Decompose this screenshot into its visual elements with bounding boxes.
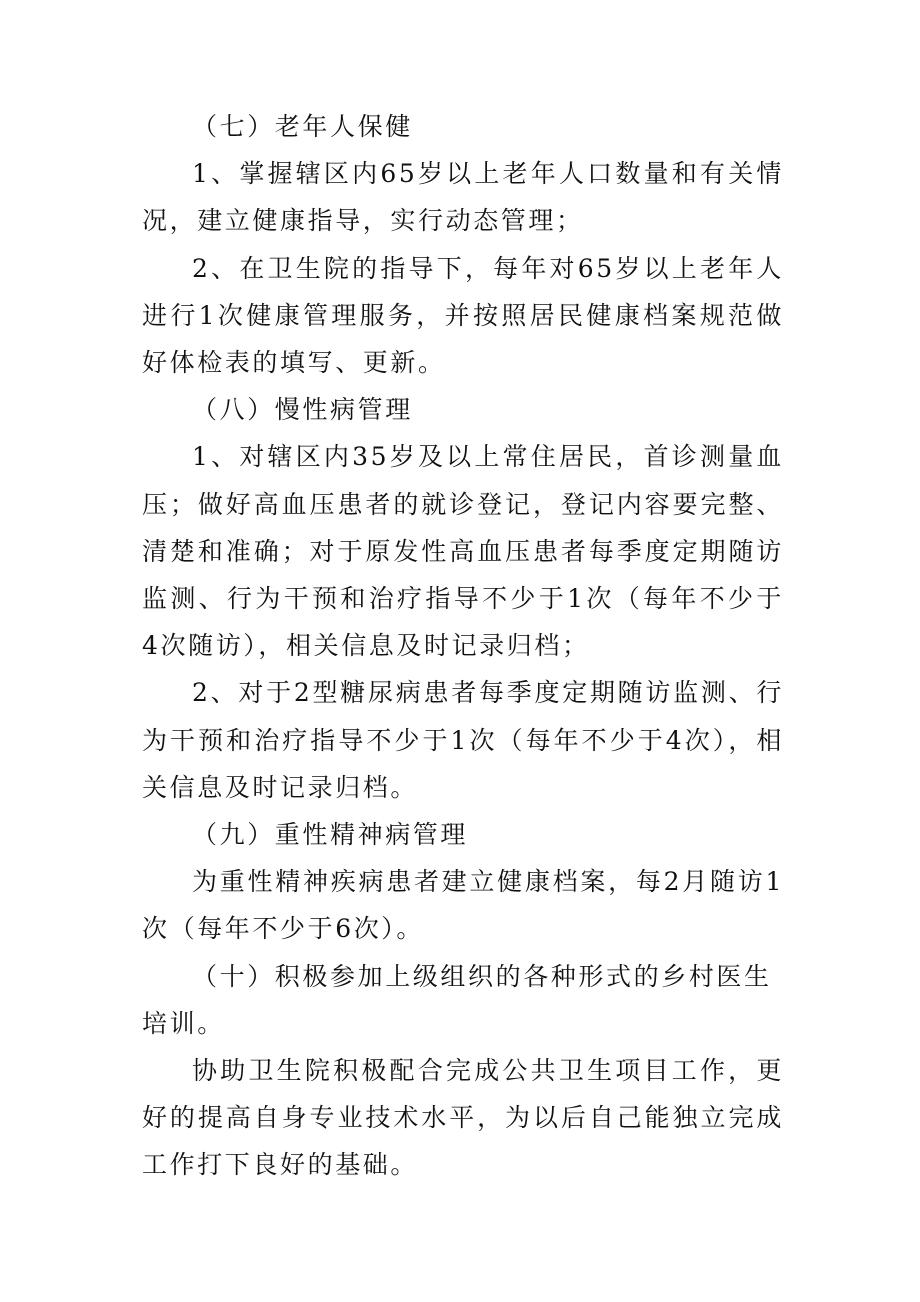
paragraph-mental-1: 为重性精神疾病患者建立健康档案，每2月随访1次（每年不少于6次）。 (142, 867, 784, 944)
paragraph-elderly-1: 1、掌握辖区内65岁以上老年人口数量和有关情况，建立健康指导，实行动态管理； (142, 159, 784, 236)
paragraph-chronic-2: 2、对于2型糖尿病患者每季度定期随访监测、行为干预和治疗指导不少于1次（每年不少于4次），相关信息及时记录归档。 (142, 678, 784, 802)
document-body (142, 103, 784, 1189)
section-heading-training: （十）积极参加上级组织的各种形式的乡村医生培训。 (142, 961, 772, 1038)
section-heading-chronic-disease: （八）慢性病管理 (192, 395, 413, 425)
paragraph-training-1: 协助卫生院积极配合完成公共卫生项目工作，更好的提高自身专业技术水平，为以后自己能独立完成工作打下良好的基础。 (142, 1056, 784, 1180)
section-heading-elderly-care: （七）老年人保健 (192, 112, 413, 141)
section-heading-mental-illness: （九）重性精神病管理 (192, 820, 469, 850)
paragraph-chronic-1: 1、对辖区内35岁及以上常住居民，首诊测量血压；做好高血压患者的就诊登记，登记内容要完整、清楚和准确；对于原发性高血压患者每季度定期随访监测、行为干预和治疗指导不少于1次（每年不少于4次随访），相关信息及时记录归档； (142, 442, 784, 661)
paragraph-elderly-2: 2、在卫生院的指导下，每年对65岁以上老年人进行1次健康管理服务，并按照居民健康档案规范做好体检表的填写、更新。 (142, 253, 784, 378)
